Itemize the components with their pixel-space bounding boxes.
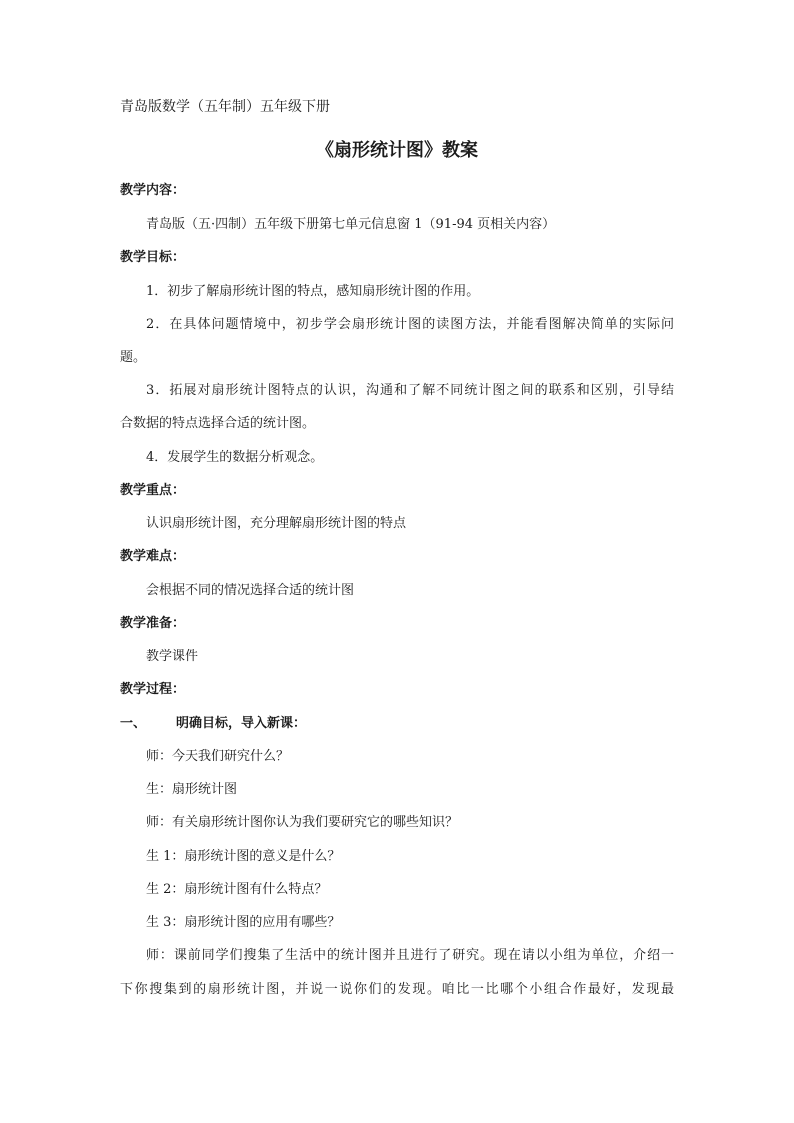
section-heading-preparation: 教学准备： bbox=[120, 616, 186, 631]
objective-item-1: 1．初步了解扇形统计图的特点，感知扇形统计图的作用。 bbox=[146, 284, 480, 299]
document-title: 《扇形统计图》教案 bbox=[316, 140, 478, 161]
preparation-text: 教学课件 bbox=[146, 649, 199, 664]
dialogue-line: 生 3：扇形统计图的应用有哪些？ bbox=[146, 915, 341, 930]
process-section-1-title: 明确目标，导入新课： bbox=[176, 716, 307, 731]
section-heading-difficulties: 教学难点： bbox=[120, 549, 186, 564]
teacher-paragraph-line-1: 师：课前同学们搜集了生活中的统计图并且进行了研究。现在请以小组为单位，介绍一 bbox=[146, 948, 674, 963]
dialogue-line: 生 1：扇形统计图的意义是什么？ bbox=[146, 849, 341, 864]
objective-item-2-line-2: 题。 bbox=[120, 350, 147, 365]
dialogue-line: 师：今天我们研究什么？ bbox=[146, 749, 290, 764]
objective-item-2-line-1: 2．在具体问题情境中，初步学会扇形统计图的读图方法，并能看图解决简单的实际问 bbox=[146, 317, 674, 332]
objective-item-4: 4．发展学生的数据分析观念。 bbox=[146, 450, 324, 465]
key-points-text: 认识扇形统计图，充分理解扇形统计图的特点 bbox=[146, 516, 407, 531]
objective-item-3-line-1: 3．拓展对扇形统计图特点的认识，沟通和了解不同统计图之间的联系和区别，引导结 bbox=[146, 383, 674, 398]
dialogue-line: 生：扇形统计图 bbox=[146, 782, 238, 797]
difficulties-text: 会根据不同的情况选择合适的统计图 bbox=[146, 583, 355, 598]
section-heading-key-points: 教学重点： bbox=[120, 483, 186, 498]
section-heading-content: 教学内容： bbox=[120, 183, 186, 198]
section-heading-process: 教学过程： bbox=[120, 682, 186, 697]
content-text: 青岛版（五·四制）五年级下册第七单元信息窗 1（91-94 页相关内容） bbox=[146, 217, 556, 232]
objective-item-3-line-2: 合数据的特点选择合适的统计图。 bbox=[120, 416, 316, 431]
teacher-paragraph-line-2: 下你搜集到的扇形统计图，并说一说你们的发现。咱比一比哪个小组合作最好，发现最 bbox=[120, 982, 674, 997]
dialogue-line: 生 2：扇形统计图有什么特点？ bbox=[146, 882, 328, 897]
textbook-label: 青岛版数学（五年制）五年级下册 bbox=[120, 99, 330, 115]
section-heading-objectives: 教学目标： bbox=[120, 250, 186, 265]
dialogue-line: 师：有关扇形统计图你认为我们要研究它的哪些知识？ bbox=[146, 815, 459, 830]
process-section-1-number: 一、 bbox=[120, 716, 147, 731]
